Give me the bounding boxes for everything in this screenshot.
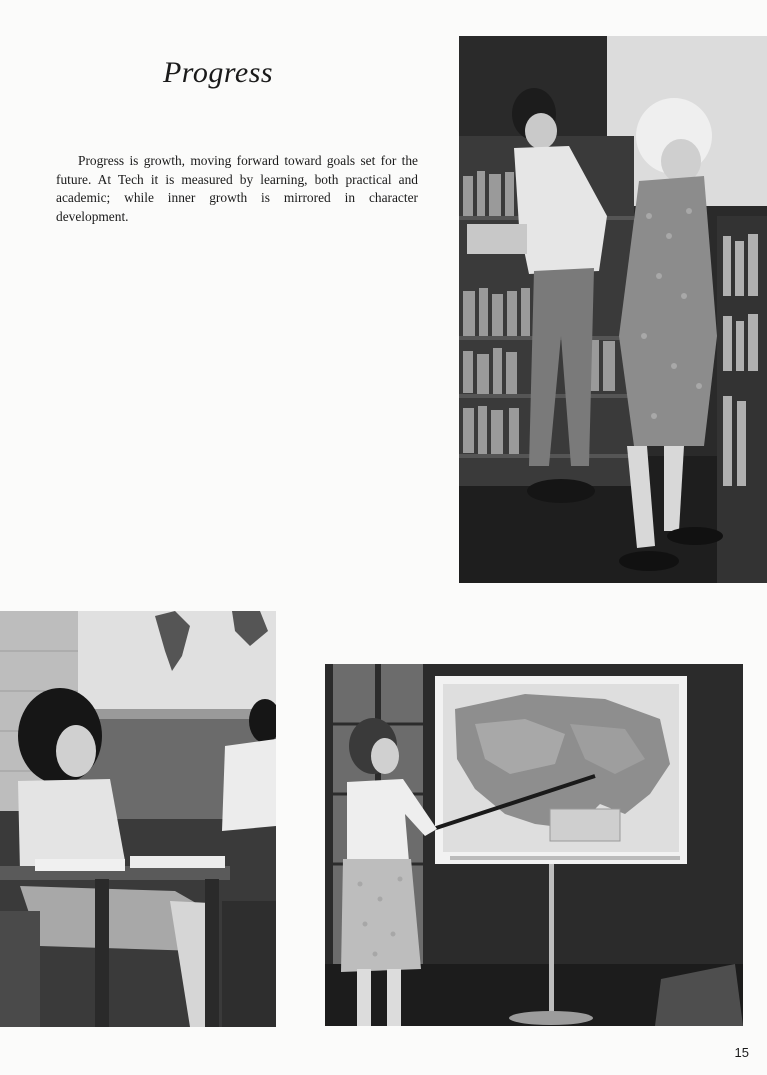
library-photo-image bbox=[459, 36, 767, 583]
classroom-photo-image bbox=[0, 611, 276, 1027]
map-lesson-photo bbox=[325, 664, 743, 1026]
classroom-photo bbox=[0, 611, 276, 1027]
library-photo bbox=[459, 36, 767, 583]
map-lesson-photo-image bbox=[325, 664, 743, 1026]
page-title: Progress bbox=[162, 56, 274, 89]
page-number: 15 bbox=[734, 1045, 749, 1060]
intro-paragraph: Progress is growth, moving forward toward goals set for the future. At Tech it is measured by learning, both practical and academic; while inner growth is mirrored in character development. bbox=[56, 153, 418, 224]
